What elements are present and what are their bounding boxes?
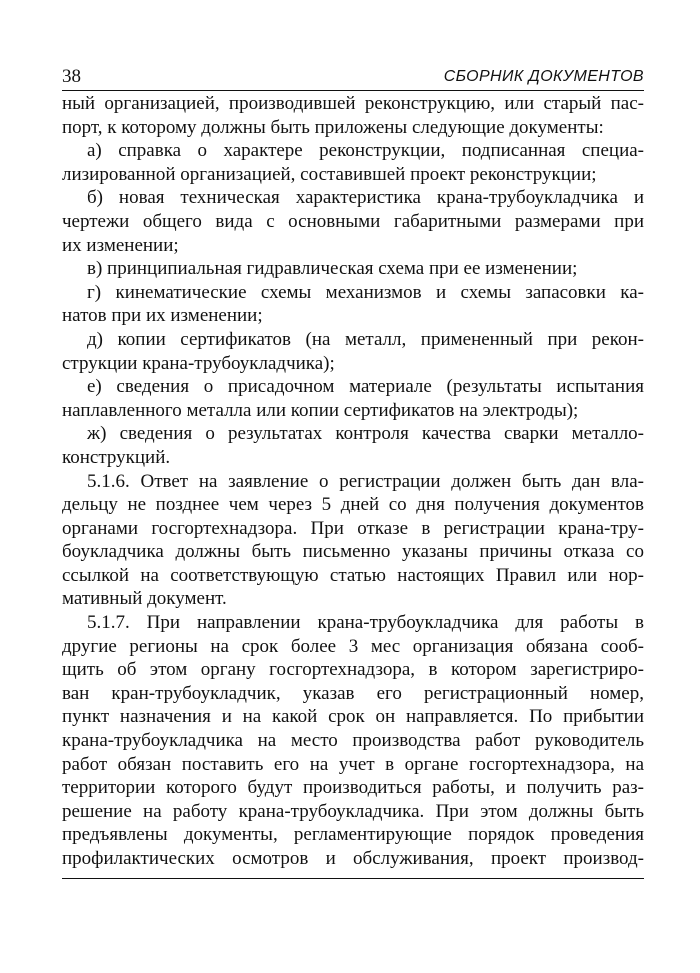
text-line: г) кинематические схемы механизмов и схемы запасовки ка-: [87, 281, 644, 303]
page-number: 38: [62, 66, 81, 87]
text-line: 5.1.7. При направлении крана-трубоукладчика для работы в: [87, 612, 644, 634]
text-line: щить об этом органу госгортехнадзора, в котором зарегистриро-: [62, 659, 644, 681]
text-line: ж) сведения о результатах контроля качества сварки металло-: [87, 423, 644, 445]
text-line: струкции крана-трубоукладчика);: [62, 352, 335, 374]
text-line: 5.1.6. Ответ на заявление о регистрации должен быть дан вла-: [87, 470, 644, 492]
text-line: мативный документ.: [62, 588, 227, 610]
text-line: натов при их изменении;: [62, 305, 263, 327]
text-line: ван кран-трубоукладчик, указав его регистрационный номер,: [62, 682, 644, 704]
text-line: в) принципиальная гидравлическая схема при ее изменении;: [87, 258, 578, 280]
text-line: профилактических осмотров и обслуживания, проект производ-: [62, 848, 644, 869]
running-title: СБОРНИК ДОКУМЕНТОВ: [443, 68, 644, 85]
text-line: д) копии сертификатов (на металл, примененный при рекон-: [87, 328, 644, 350]
text-line: работ обязан поставить его на учет в органе госгортехнадзора, на: [62, 753, 644, 775]
text-line: а) справка о характере реконструкции, подписанная специа-: [87, 140, 644, 162]
text-line: лизированной организацией, составившей проект реконструкции;: [62, 163, 597, 185]
text-line: чертежи общего вида с основными габаритными размерами при: [62, 210, 644, 232]
text-line: боукладчика должны быть письменно указаны причины отказа со: [62, 541, 644, 563]
text-line: е) сведения о присадочном материале (результаты испытания: [87, 376, 644, 398]
text-line: порт, к которому должны быть приложены следующие документы:: [62, 116, 604, 138]
document-body: [62, 92, 644, 871]
text-line: ссылкой на соответствующую статью настоящих Правил или нор-: [62, 564, 644, 586]
text-line: органами госгортехнадзора. При отказе в регистрации крана-тру-: [62, 517, 644, 539]
text-line: дельцу не позднее чем через 5 дней со дня получения документов: [62, 494, 644, 516]
footer-rule: [62, 878, 644, 879]
text-line: наплавленного металла или копии сертификатов на электроды);: [62, 399, 579, 421]
text-line: территории которого будут производиться работы, и получить раз-: [62, 777, 644, 799]
text-line: ный организацией, производившей реконструкцию, или старый пас-: [62, 93, 644, 114]
text-line: пункт назначения и на какой срок он направляется. По прибытии: [62, 706, 644, 728]
page-header: [62, 64, 644, 91]
text-line: их изменении;: [62, 234, 179, 256]
text-line: конструкций.: [62, 446, 171, 468]
text-line: б) новая техническая характеристика крана-трубоукладчика и: [87, 187, 644, 209]
text-line: решение на работу крана-трубоукладчика. При этом должны быть: [62, 800, 644, 822]
text-line: крана-трубоукладчика на место производства работ руководитель: [62, 730, 644, 752]
text-line: другие регионы на срок более 3 мес организация обязана сооб-: [62, 635, 644, 657]
text-line: предъявлены документы, регламентирующие порядок проведения: [62, 824, 644, 846]
